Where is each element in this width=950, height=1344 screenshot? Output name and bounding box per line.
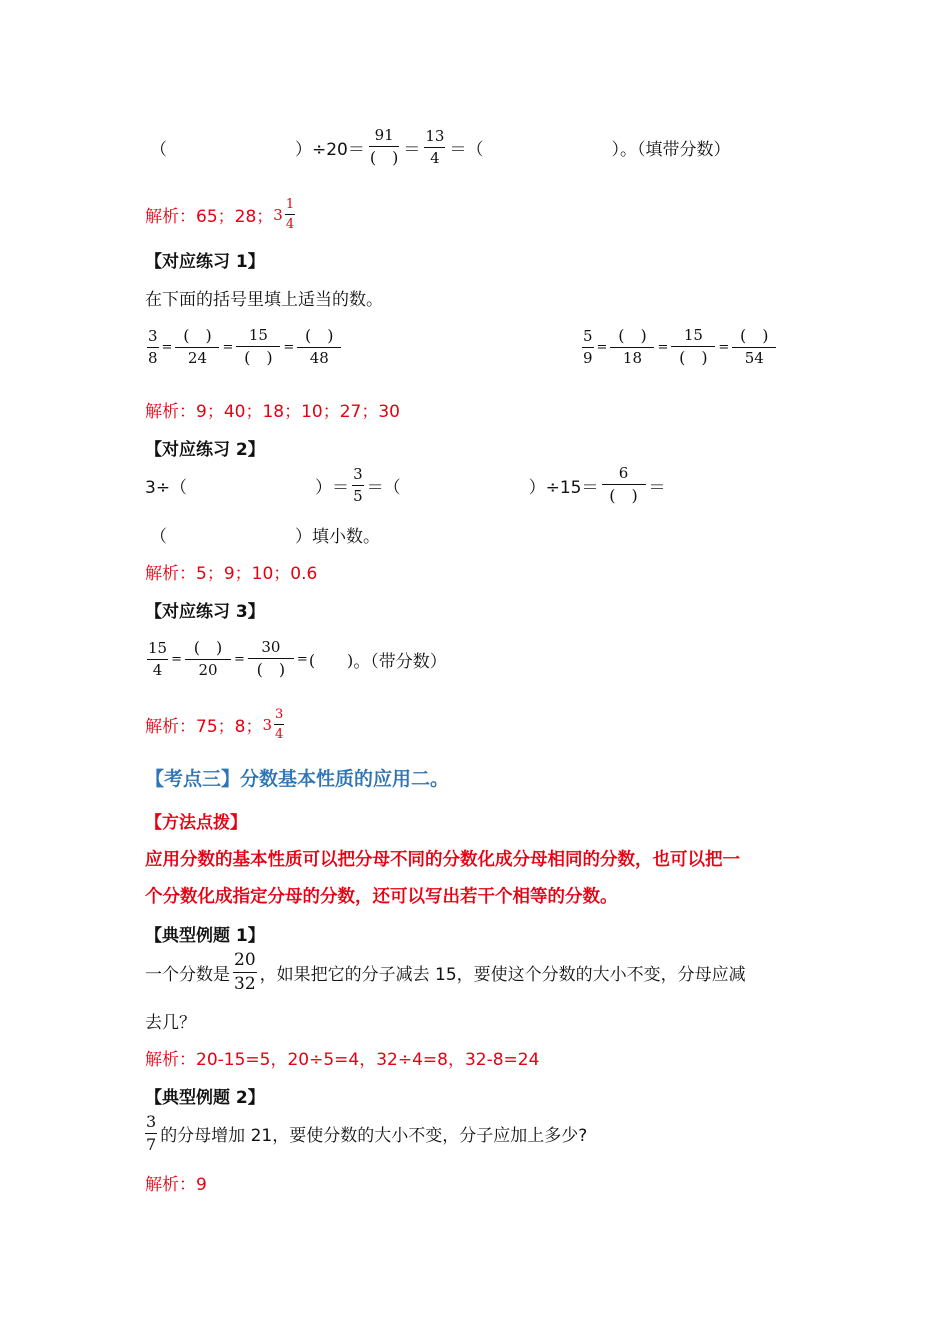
practice-2-title: 【对应练习 2】 bbox=[145, 440, 265, 460]
blank-numerator[interactable]: ( ) bbox=[618, 326, 647, 345]
answer-4-label: 解析：75；8； bbox=[145, 717, 263, 737]
example-1-answer: 解析：20-15=5，20÷5=4，32÷4=8，32-8=24 bbox=[145, 1050, 540, 1070]
practice-3-title: 【对应练习 3】 bbox=[145, 602, 265, 622]
answer-2: 解析：9；40；18；10；27；30 bbox=[145, 402, 400, 422]
blank-numerator[interactable]: ( ) bbox=[193, 638, 223, 657]
open-paren: （ bbox=[150, 139, 167, 160]
blank-numerator[interactable]: ( ) bbox=[740, 326, 769, 345]
section-3-title: 【考点三】分数基本性质的应用二。 bbox=[145, 768, 450, 790]
equals: ＝ bbox=[403, 139, 421, 160]
blank-numerator[interactable]: ( ) bbox=[305, 326, 334, 345]
blank-denominator[interactable]: ( ) bbox=[244, 348, 273, 367]
fraction-20-32: $\frac{20}{32}$ bbox=[234, 950, 256, 994]
practice-3-equation: $\frac{15}{4}$ = $\frac{( )}{20}$ = $\frac{30}{( )}$ = ( ) 。（带分数） bbox=[148, 638, 447, 679]
blank-numerator[interactable]: ( ) bbox=[183, 326, 212, 345]
equals-open-paren: ＝（ bbox=[449, 139, 484, 160]
method-line-2: 个分数化成指定分母的分数，还可以写出若干个相等的分数。 bbox=[145, 887, 618, 907]
answer-1 bbox=[145, 198, 297, 231]
method-title: 【方法点拨】 bbox=[145, 813, 247, 833]
blank-denominator[interactable]: ( ) bbox=[369, 148, 399, 167]
practice-2-line-2: （ ）填小数。 bbox=[150, 527, 380, 547]
fraction-91-blank: $\frac{91}{( )}$ bbox=[369, 126, 399, 167]
fraction-3-5: $\frac{3}{5}$ bbox=[353, 464, 363, 505]
example-1-question-line-2: 去几？ bbox=[145, 1013, 196, 1033]
practice-1-instruction: 在下面的括号里填上适当的数。 bbox=[145, 290, 383, 310]
example-2-title: 【典型例题 2】 bbox=[145, 1088, 265, 1108]
fraction-6-blank: $\frac{6}{( )}$ bbox=[602, 466, 646, 504]
practice-1-left-equation: $\frac{3}{8}$ = $\frac{( )}{24}$ = $\frac{15}{( )}$ = $\frac{( )}{48}$ bbox=[145, 328, 343, 366]
practice-1-title: 【对应练习 1】 bbox=[145, 252, 265, 272]
top-question bbox=[150, 128, 730, 166]
practice-1-right-equation: $\frac{5}{9}$ = $\frac{( )}{18}$ = $\frac{15}{( )}$ = $\frac{( )}{54}$ bbox=[580, 328, 778, 366]
mixed-number-3-3-4: 3 $\frac{3}{4}$ bbox=[262, 707, 284, 742]
example-1-question: 一个分数是 $\frac{20}{32}$ ，如果把它的分子减去 15，要使这个分数的大小不变，分母应减 bbox=[145, 950, 746, 994]
fraction-3-7: $\frac{3}{7}$ bbox=[146, 1112, 157, 1154]
practice-2-equation: 3÷（ ）＝ $\frac{3}{5}$ ＝（ ）÷15＝ $\frac{6}{( )}$ ＝ bbox=[145, 464, 666, 505]
answer-1-label: 解析：65；28； bbox=[145, 207, 274, 227]
blank-mixed-number[interactable]: ( ) bbox=[308, 650, 354, 670]
answer-4 bbox=[145, 708, 286, 741]
question-tail: ）。（填带分数） bbox=[611, 139, 731, 160]
mixed-number-3-1-4: 3 $\frac{1}{4}$ bbox=[273, 197, 295, 232]
method-line-1: 应用分数的基本性质可以把分母不同的分数化成分母相同的分数，也可以把一 bbox=[145, 850, 740, 870]
example-1-title: 【典型例题 1】 bbox=[145, 926, 265, 946]
example-2-question: $\frac{3}{7}$ 的分母增加 21，要使分数的大小不变，分子应加上多少? bbox=[146, 1112, 588, 1154]
fraction-13-4: $\frac{13}{4}$ bbox=[425, 126, 445, 167]
example-2-answer: 解析：9 bbox=[145, 1175, 207, 1195]
blank-denominator[interactable]: ( ) bbox=[256, 660, 286, 679]
blank-denominator[interactable]: ( ) bbox=[679, 348, 708, 367]
blank-denominator[interactable]: ( ) bbox=[609, 486, 638, 505]
answer-3: 解析：5；9；10；0.6 bbox=[145, 564, 318, 584]
divide-by-20: ）÷20＝ bbox=[295, 139, 365, 160]
